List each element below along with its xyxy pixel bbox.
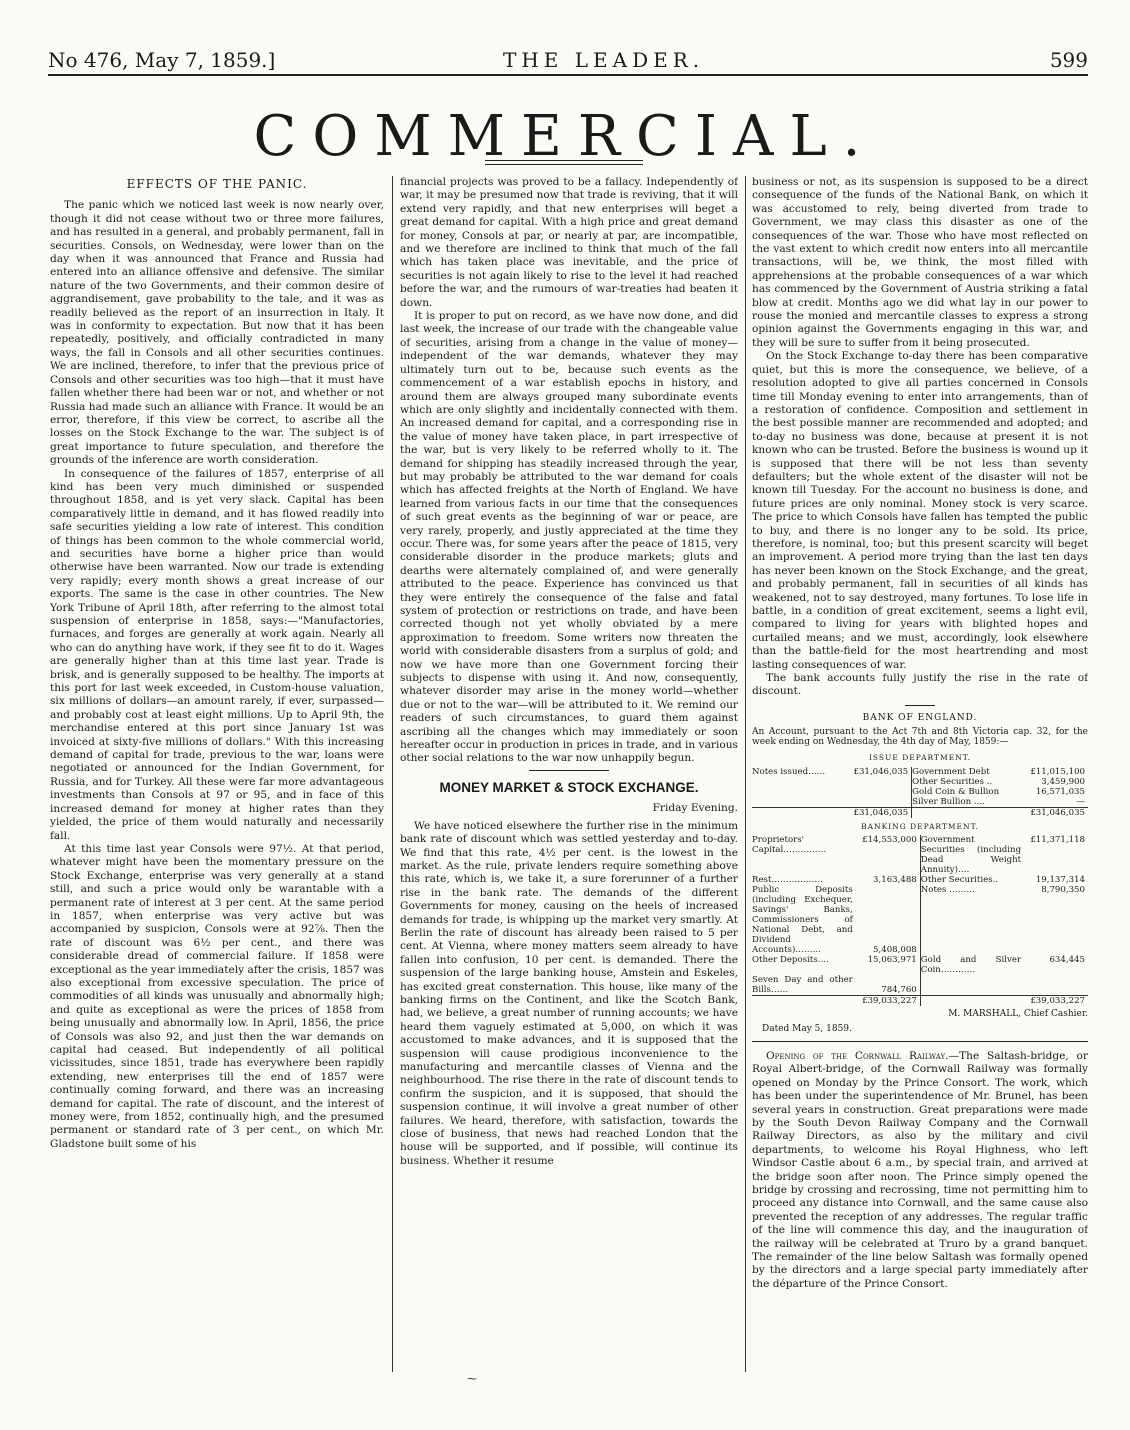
ledger-amount: — bbox=[1076, 796, 1085, 807]
ledger-label: Gold and Silver Coin………… bbox=[920, 955, 1022, 976]
article-paragraph: At this time last year Consols were 97½. At that period, whatever might have been the momentary pressure on the Stock Exchange, enterprise was very generally at a stand still, and such a price would only be warantable with a permanent rate of interest at 3 per cent. At the same period in 1857, when enterprise was very active but was accompanied by suspicion, Consols were at 92⅞. Then the rate of discount was 6½ per cent., and there was considerable dread of commercial failure. If 1858 were exceptional as the year immediately after the crisis, 1857 was also exceptional from excessive speculation. The price of commodities of all kinds was unusually and abnormally high; and quite as exceptional as were the prices of 1858 from being unusually and abnormally low. In April, 1856, the price of Consols was also 92, and just then the war demands on capital had ceased. But independently of all political vicissitudes, since 1851, trade has everywhere been rapidly extending, new enterprises till the end of 1857 were continually coming forward, and there was an increasing demand for capital. The rate of discount, and the interest of money were, from 1852, continually high, and the presumed permanent or standard rate of 3 per cent., on which Mr. Gladstone built some of his bbox=[50, 842, 384, 1150]
ledger-amount: 19,137,314 bbox=[1035, 875, 1085, 886]
ledger-label: Public Deposits (including Exchequer, Savings' Banks, Commissioners of National Debt, and Dividend Accounts)……… bbox=[752, 885, 853, 956]
ledger-amount: £31,046,035 bbox=[841, 767, 912, 777]
dateline: Friday Evening. bbox=[652, 802, 738, 815]
bank-title: BANK OF ENGLAND. bbox=[862, 712, 978, 723]
column-divider-2 bbox=[745, 176, 746, 1372]
column-1 bbox=[50, 176, 384, 1372]
article-paragraph: We have noticed elsewhere the further rise in the minimum bank rate of discount which was settled yesterday and to-day. We find that this rate, 4½ per cent. is the lowest in the market. As the rule, private lenders require something above this rate, which is, we take it, a sure forerunner of a further rise in the bank rate. The demands of the different Governments for money, causing on the heels of increased demands for trade, is whipping up the market very smartly. At Berlin the rate of discount has already been raised to 5 per cent. At Vienna, where money matters seem already to have fallen into confusion, 10 per cent. is demanded. There the suspension of the large banking house, Amstein and Eskeles, has excited great consternation. This house, like many of the banking firms on the Continent, and like the Scotch Bank, had, we believe, a great number of running accounts; we have heard them vaguely estimated at 5,000, on which it was accustomed to make advances, and it is supposed that the suspension will cause prodigious inconvenience to the manufacturing and mercantile classes of Vienna and the neighbourhood. The rise there in the rate of discount tends to confirm the suspicion, and it is supposed, that should the suspension continue, it will involve a great number of other failures. We heard, therefore, with satisfaction, towards the close of business, that news had reached London that the house will be supported, and if possible, will continue its business. Whether it resume bbox=[400, 819, 738, 1167]
ledger-total: £39,033,227 bbox=[1021, 996, 1088, 1007]
ledger-amount: 3,163,488 bbox=[853, 875, 920, 885]
ledger-label: Silver Bullion .... bbox=[912, 796, 985, 807]
money-market-title: MONEY MARKET & STOCK EXCHANGE. bbox=[439, 779, 699, 795]
ledger-label: Other Deposits…. bbox=[752, 955, 829, 966]
ledger-amount: 784,760 bbox=[853, 975, 920, 996]
ledger-amount: 8,790,350 bbox=[1041, 885, 1085, 896]
issue-department-title: ISSUE DEPARTMENT. bbox=[868, 753, 972, 763]
article-paragraph: The bank accounts fully justify the rise in the rate of discount. bbox=[752, 672, 1088, 698]
page-number: 599 bbox=[1049, 48, 1088, 72]
article-paragraph: business or not, as its suspension is supposed to be a direct consequence of the funds of the National Bank, on which it was accustomed to rely, being diverted from trade to Government, we may class this disaster as one of the consequences of the war. Those who have most reflected on the vast extent to which credit now enters into all mercantile transactions, will be, we think, the most filled with apprehensions at the probable consequences of a war which has commenced by the Government of Austria striking a fatal blow at credit. Months ago we did what lay in our power to rouse the monied and mercantile classes to express a strong opinion against the Governments engaging in this war, and they will be sure to suffer from it being prosecuted. bbox=[752, 176, 1088, 349]
column-2 bbox=[400, 176, 738, 1372]
bank-signatory: M. MARSHALL, Chief Cashier. bbox=[948, 1009, 1088, 1020]
cornwall-text: —The Saltash-bridge, or Royal Albert-bridge, of the Cornwall Railway was formally opened on Monday by the Prince Consort. The work, which has been under the superintendence of Mr. Brunel, has been several years in construction. Great preparations were made by the South Devon Railway Company and the Cornwall Railway Directors, as also by the military and civil departments, to welcome his Royal Highness, who left Windsor Castle about 6 a.m., by special train, and arrived at the bridge soon after noon. The Prince simply opened the bridge by crossing and recrossing, time not permitting him to proceed any distance into Cornwall, and the same cause also prevented the reception of any addresses. The regular traffic of the line will commence this day, and the inauguration of the railway will be celebrated at Truro by a grand banquet. The remainder of the line below Saltash was formally opened by the directors and a large special party immediately after the départure of the Prince Consort. bbox=[752, 1049, 1088, 1290]
section-rule bbox=[752, 1041, 1088, 1042]
section-rule bbox=[905, 705, 935, 706]
article-paragraph: In consequence of the failures of 1857, enterprise of all kind has been very much diminished or suspended throughout 1858, and is yet very slack. Capital has been comparatively little in demand, and it has flowed readily into safe securities yielding a low rate of interest. This condition of things has been common to the whole commercial world, and securities have borne a higher price than would otherwise have been warranted. Now our trade is extending very rapidly; every month shows a great increase of our exports. The same is the case in other countries. The New York Tribune of April 18th, after referring to the almost total suspension of enterprise in 1858, says:—"Manufactories, furnaces, and forges are generally at work again. Nearly all who can do anything have work, if they see fit to do it. Wages are generally higher than at this time last year. Trade is brisk, and is generally supposed to be healthy. The imports at this port for last week exceeded, in Custom-house valuation, six millions of dollars—an amount rarely, if ever, surpassed—and probably cost at least eight millions. Up to April 9th, the merchandise entered at this port since January 1st was invoiced at sixty-five millions of dollars." With this increasing demand of capital for trade, previous to the war, loans were negotiated or announced for the Indian Government, for Russia, and for Turkey. All these were far more advantageous investments than Consols at 97 or 95, and in face of this increased demand for money at higher rates than they yielded, the price of them would naturally and necessarily fall. bbox=[50, 467, 384, 842]
article-paragraph: It is proper to put on record, as we have now done, and did last week, the increase of our trade with the changeable value of securities, arising from a change in the value of money—independent of the war demands, whatever they may ultimately turn out to be, because such events as the commencement of a war establish epochs in history, and around them are always grouped many subordinate events which are only slightly and incidentally connected with them. An increased demand for capital, and a corresponding rise in the value of money have taken place, in part irrespective of the war, but is very likely to be referred wholly to it. The demand for shipping has steadily increased through the year, but may probably be attributed to the war demand for coals which has affected freights at the North of England. We have learned from various facts in our time that the consequences of such great events as the beginning of war or peace, are very rarely, properly, and justly appreciated at the time they occur. There was, for some years after the peace of 1815, very considerable disorder in the produce markets; gluts and dearths were alternately complained of, and were generally attributed to the peace. Experience has convinced us that they were entirely the consequence of the false and fatal system of protection or restrictions on trade, and have been corrected though not yet wholly obviated by a mere approximation to freedom. Some writers now threaten the world with considerable disasters from a surplus of gold; and now we have more than one Government forcing their subjects to dispense with using it. And now, consequently, whatever disorder may arise in the money world—whether due or not to the war—will be attributed to it. We remind our readers of such circumstances, to guard them against ascribing all the changes which may immediately or soon hereafter occur in production in prices in trade, and in various other social relations to the war now unhappily begun. bbox=[400, 310, 738, 765]
ledger-amount: £14,553,000 bbox=[853, 835, 920, 875]
ledger-total: £31,046,035 bbox=[841, 807, 912, 818]
ledger-label: Government Securities (including Dead Weight Annuity)…. bbox=[920, 835, 1022, 876]
ornament-mark: ⁓ bbox=[467, 1374, 477, 1385]
newspaper-title: THE LEADER. bbox=[503, 48, 705, 72]
ledger-label: Government Debt bbox=[912, 766, 990, 777]
ledger-total: £31,046,035 bbox=[1018, 807, 1088, 818]
ledger-amount: 15,063,971 bbox=[853, 955, 920, 975]
issue-department-table bbox=[752, 767, 1088, 818]
article-title-effects-of-the-panic: EFFECTS OF THE PANIC. bbox=[126, 177, 308, 191]
masthead bbox=[48, 48, 1088, 76]
ledger-amount: £11,371,118 bbox=[1030, 835, 1085, 846]
article-paragraph: On the Stock Exchange to-day there has been comparative quiet, but this is more the consequence, we believe, of a resolution adopted to give all parties concerned in Consols time till Monday evening to enter into arrangements, than of a restoration of confidence. Composition and settlement in the best possible manner are recommended and adopted; and to-day no business was done, because at present it is not known who can be trusted. Before the business is wound up it is supposed that there will be not less than seventy defaulters; but the whole extent of the disaster will not be known till Tuesday. For the account no business is done, and future prices are only nominal. Money stock is very scarce. The price to which Consols have fallen has tempted the public to buy, and there is no longer any to be sold. Its price, therefore, is nominal, too; but this present scarcity will beget an improvement. A period more trying than the last ten days has never been known on the Stock Exchange, and the great, and probably permanent, fall in securities of all kinds has weakened, not to say destroyed, many fortunes. To lose life in battle, in a condition of great excitement, seems a light evil, compared to living for years with blighted hopes and curtailed means; and we must, accordingly, look elsewhere than the battle-field for the most heartrending and most lasting consequences of war. bbox=[752, 350, 1088, 671]
issue-info: No 476, May 7, 1859.] bbox=[48, 48, 276, 72]
ledger-amount: 634,445 bbox=[1049, 955, 1085, 966]
article-end-rule bbox=[529, 770, 609, 771]
ledger-label: Rest……………… bbox=[752, 875, 823, 886]
ledger-label: Other Securities.. bbox=[920, 875, 999, 886]
heading-rule-top bbox=[485, 160, 643, 161]
ledger-total: £39,033,227 bbox=[853, 996, 920, 1007]
ledger-amount: 5,408,008 bbox=[853, 885, 920, 955]
ledger-label: Notes issued…… bbox=[752, 766, 826, 777]
ledger-label: Proprietors' Capital…………… bbox=[752, 835, 827, 856]
column-3 bbox=[752, 176, 1088, 1372]
heading-rule-bottom bbox=[485, 164, 643, 165]
ledger-amount: £11,015,100 bbox=[1030, 766, 1085, 777]
banking-department-title: BANKING DEPARTMENT. bbox=[861, 821, 979, 831]
banking-department-table bbox=[752, 835, 1088, 1006]
ledger-label: Notes ……… bbox=[920, 885, 975, 896]
section-heading: COMMERCIAL. bbox=[253, 104, 877, 169]
cornwall-headline: Opening of the Cornwall Railway. bbox=[766, 1049, 949, 1062]
ledger-label: Other Securities .. bbox=[912, 776, 993, 787]
article-paragraph: financial projects was proved to be a fallacy. Independently of war, it may be presumed now that trade is reviving, that it will extend very rapidly, and that new enterprises will beget a great demand for capital. With a high price and great demand for money, Consols at par, or nearly at par, are incompatible, and we therefore are inclined to think that much of the fall which has taken place was inevitable, and the price of securities is not again likely to rise to the level it had reached before the war, and the rumours of war-treaties had beaten it down. bbox=[400, 176, 738, 309]
ledger-label: Gold Coin & Bullion bbox=[912, 786, 1000, 797]
ledger-amount: 16,571,035 bbox=[1035, 786, 1085, 797]
bank-intro: An Account, pursuant to the Act 7th and 8th Victoria cap. 32, for the week ending on Wednesday, the 4th day of May, 1859:— bbox=[752, 727, 1088, 748]
ledger-label: Seven Day and other Bills…… bbox=[752, 975, 853, 996]
ledger-amount: 3,459,900 bbox=[1041, 776, 1085, 787]
bank-dated: Dated May 5, 1859. bbox=[762, 1024, 852, 1035]
column-divider-1 bbox=[392, 176, 393, 1372]
article-paragraph: The panic which we noticed last week is now nearly over, though it did not cease without two or three more failures, and has resulted in a general, and probably permanent, fall in securities. Consols, on Wednesday, were lower than on the day when it was announced that France and Russia had entered into an alliance offensive and defensive. The similar nature of the two Governments, and their common desire of aggrandisement, gave probability to the tale, and it was as readily believed as the report of an insurrection in Italy. It was in conformity to expectation. But now that it has been repeatedly, positively, and officially contradicted in many ways, the fall in Consols and all other securities continues. We are inclined, therefore, to infer that the previous price of Consols and other securities was too high—that it must have fallen whether there had been war or not, and whether or not Russia had made such an alliance with France. It would be an error, therefore, if this view be correct, to ascribe all the losses on the Stock Exchange to the war. The subject is of great importance to future speculation, and therefore the grounds of the inference are worth consideration. bbox=[50, 199, 384, 467]
